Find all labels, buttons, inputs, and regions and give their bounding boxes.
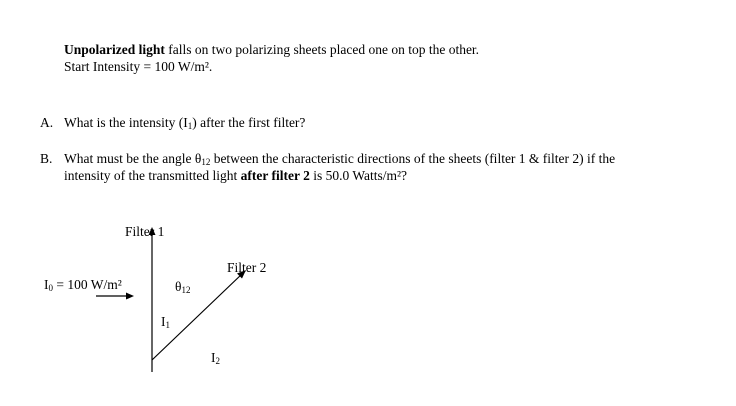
i1-label — [161, 314, 170, 330]
question-b-label: B. — [40, 151, 53, 166]
intro-line-2: Start Intensity = 100 W/m². — [64, 59, 213, 74]
intro-bold-lead: Unpolarized light — [64, 42, 165, 57]
i2-prefix: I — [211, 350, 216, 365]
question-b-bold: after filter 2 — [240, 168, 310, 183]
i0-prefix: I — [44, 277, 49, 292]
filter2-label: Filter 2 — [227, 260, 267, 275]
filter1-label: Filter 1 — [125, 224, 165, 239]
theta12-label — [175, 279, 190, 295]
i1-prefix: I — [161, 314, 166, 329]
i2-label — [211, 350, 220, 366]
question-b-text1: What must be the angle θ — [64, 151, 202, 166]
question-a-sub: 1 — [187, 121, 193, 131]
question-a-text-before: What is the intensity (I — [64, 115, 188, 130]
theta-symbol: θ — [175, 279, 182, 294]
question-b-text2: between the characteristic directions of the sheets (filter 1 & filter 2) if the — [210, 151, 616, 166]
question-b-text3: intensity of the transmitted light — [64, 168, 241, 183]
i0-suffix: = 100 W/m² — [53, 277, 122, 292]
initial-intensity-label — [44, 277, 122, 293]
question-a-text-after: ) after the first filter? — [192, 115, 306, 130]
i1-sub: 1 — [165, 320, 170, 330]
theta-sub: 12 — [181, 285, 191, 295]
intro-line-1-rest: falls on two polarizing sheets placed one on top the other. — [164, 42, 480, 57]
question-b-sub1: 12 — [201, 157, 211, 167]
i0-sub: 0 — [48, 283, 53, 293]
i2-sub: 2 — [215, 356, 220, 366]
question-b-text4: is 50.0 Watts/m²? — [309, 168, 408, 183]
incoming-light-arrowhead — [126, 293, 134, 300]
question-a-label: A. — [40, 115, 54, 130]
